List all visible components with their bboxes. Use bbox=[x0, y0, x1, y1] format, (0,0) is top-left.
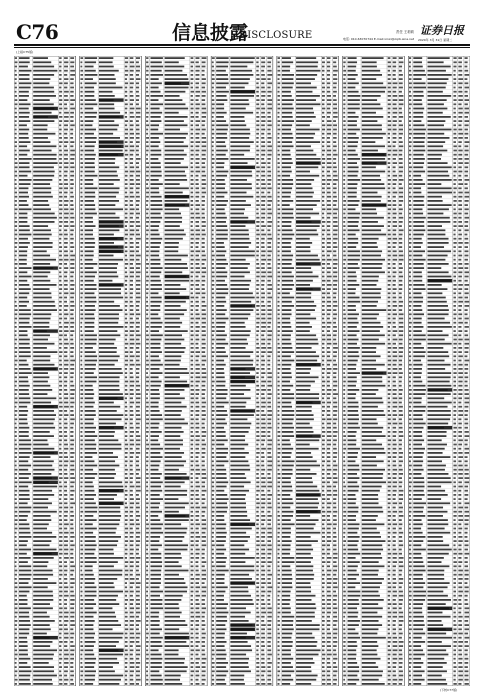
table-column bbox=[277, 56, 339, 686]
table-column bbox=[343, 56, 405, 686]
newspaper-logo: 证券日报 bbox=[420, 24, 464, 37]
continued-to-note: (下转C77版) bbox=[440, 688, 458, 692]
page-number: C76 bbox=[16, 20, 59, 44]
editor-line: 责任 王莉莉 bbox=[395, 30, 414, 34]
contact-line: 电话: 010-63070744 E-mail:xinxi@zqrb.sina.net bbox=[342, 37, 414, 41]
masthead bbox=[0, 0, 484, 46]
section-title: 信息披露 bbox=[172, 22, 249, 44]
date-line: 2020年 3月 31日 星期二 bbox=[418, 38, 453, 42]
holdings-table-grid bbox=[14, 56, 470, 686]
table-column bbox=[408, 56, 470, 686]
section-title-english: DISCLOSURE bbox=[239, 30, 313, 41]
table-column bbox=[80, 56, 142, 686]
table-column bbox=[211, 56, 273, 686]
header-rule-thin bbox=[14, 47, 470, 48]
header-rule-thick bbox=[14, 44, 470, 46]
table-column bbox=[14, 56, 76, 686]
disclosure-tables bbox=[14, 50, 470, 686]
table-column bbox=[145, 56, 207, 686]
continued-from-note: (上接C75版) bbox=[16, 50, 34, 54]
